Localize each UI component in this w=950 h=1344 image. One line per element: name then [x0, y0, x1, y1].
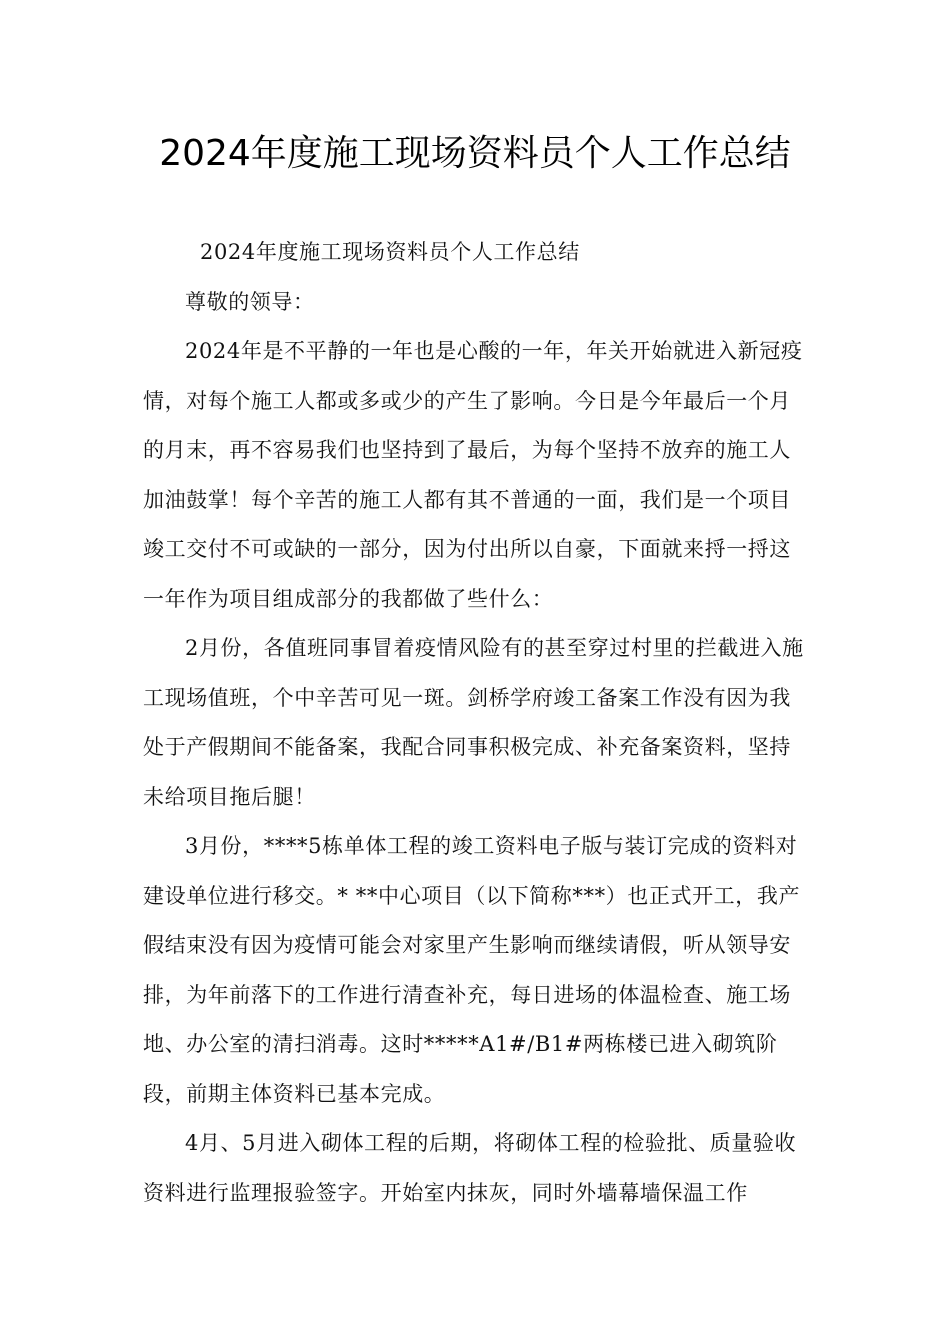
paragraph: 2月份，各值班同事冒着疫情风险有的甚至穿过村里的拦截进入施工现场值班，个中辛苦可见一斑。剑桥学府竣工备案工作没有因为我处于产假期间不能备案，我配合同事积极完成、补充备案资料，坚持未给项目拖后腿！ [143, 636, 804, 809]
document-body [143, 228, 808, 1218]
document-subtitle: 2024年度施工现场资料员个人工作总结 [200, 240, 580, 264]
paragraph: 3月份，****5栋单体工程的竣工资料电子版与装订完成的资料对建设单位进行移交。* **中心项目（以下简称***）也正式开工，我产假结束没有因为疫情可能会对家里产生影响而继续请假，听从领导安排，为年前落下的工作进行清查补充，每日进场的体温检查、施工场地、办公室的清扫消毒。这时*****A1#/B1#两栋楼已进入砌筑阶段，前期主体资料已基本完成。 [143, 834, 801, 1106]
document-title: 2024年度施工现场资料员个人工作总结 [159, 133, 791, 174]
paragraph: 4月、5月进入砌体工程的后期，将砌体工程的检验批、质量验收资料进行监理报验签字。开始室内抹灰，同时外墙幕墙保温工作 [143, 1131, 797, 1205]
salutation: 尊敬的领导： [185, 289, 315, 314]
paragraph: 2024年是不平静的一年也是心酸的一年，年关开始就进入新冠疫情，对每个施工人都或多或少的产生了影响。今日是今年最后一个月的月末，再不容易我们也坚持到了最后，为每个坚持不放弃的施工人加油鼓掌！每个辛苦的施工人都有其不普通的一面，我们是一个项目竣工交付不可或缺的一部分，因为付出所以自豪，下面就来捋一捋这一年作为项目组成部分的我都做了些什么： [143, 339, 803, 611]
